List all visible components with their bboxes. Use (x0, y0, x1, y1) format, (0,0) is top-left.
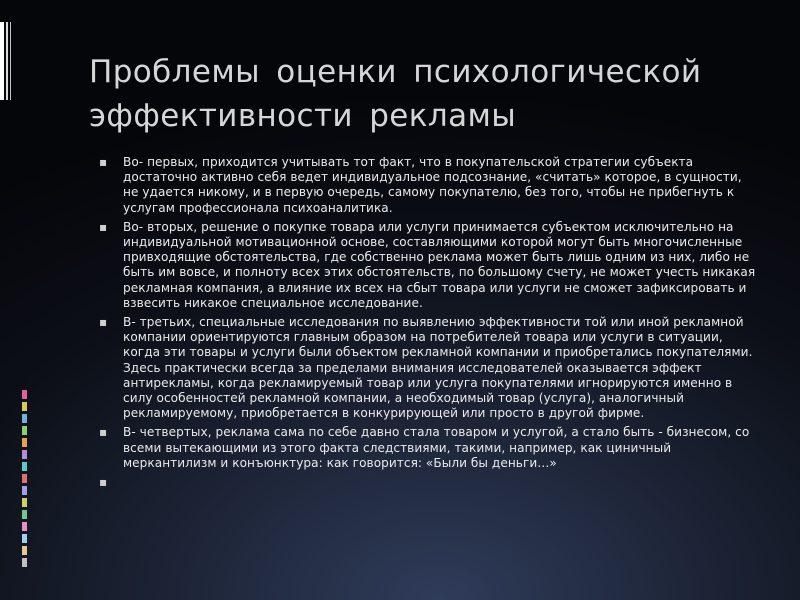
bullet-icon: ▪ (99, 425, 108, 440)
decorative-stripe (22, 438, 27, 447)
bullet-text: Во- первых, приходится учитывать тот факт, что в покупательской стратегии субъекта достаточно активно себя ведет индивидуальное подсознание, «считать» которое, в сущности, не удается никому, и в первую очередь, самому покупателю, без того, чтобы не прибегнуть к услугам профессионала психоаналитика. (123, 155, 742, 215)
decorative-stripe (22, 426, 27, 435)
decorative-stripe (22, 546, 27, 555)
decorative-stripe (22, 522, 27, 531)
bullet-list (99, 155, 759, 490)
bullet-icon: ▪ (99, 315, 108, 330)
decorative-stripe (22, 390, 27, 399)
decorative-stripe (22, 558, 27, 567)
decorative-stripe (22, 486, 27, 495)
decorative-stripe (22, 402, 27, 411)
bullet-text: В- третьих, специальные исследования по выявлению эффективности той или иной рекламной компании ориентируются главным образом на потребителей товара или услуги в ситуации, когда эти товары и услуги были объектом рекламной компании и приобретались покупателями. Здесь практически всегда за пределами внимания исследователей оказывается эффект антирекламы, когда рекламируемый товар или услуга покупателями игнорируются именно в силу особенностей рекламной компании, а необходимый товар (услуга), аналогичный рекламируемому, приобретается в конкурирующей или просто в другой фирме. (123, 315, 753, 421)
decorative-stripe (22, 474, 27, 483)
bullet-text: Во- вторых, решение о покупке товара или услуги принимается субъектом исключительно на индивидуальной мотивационной основе, составляющими которой могут быть многочисленные привходящие обстоятельства, где собственно реклама может быть лишь одним из них, либо не быть им вовсе, и полноту всех этих обстоятельств, по большому счету, не может учесть никакая рекламная компания, а влияние их всех на сбыт товара или услуги не сможет зафиксировать и взвесить никакое специальное исследование. (123, 219, 756, 310)
decorative-bars-top (0, 22, 12, 100)
decorative-bar (0, 22, 4, 100)
bullet-item (99, 155, 759, 216)
slide-title: Проблемы оценки психологической эффективности рекламы (89, 54, 702, 134)
bullet-item (99, 425, 759, 471)
decorative-bar (6, 22, 8, 100)
bullet-item (99, 315, 759, 421)
decorative-stripe (22, 462, 27, 471)
decorative-bar (10, 22, 11, 100)
decorative-stripe (22, 498, 27, 507)
bullet-icon: ▪ (99, 219, 108, 234)
decorative-stripe (22, 534, 27, 543)
decorative-stripe (22, 450, 27, 459)
bullet-icon: ▪ (99, 475, 108, 490)
decorative-stripe (22, 414, 27, 423)
bullet-icon: ▪ (99, 155, 108, 169)
decorative-stripe (22, 510, 27, 519)
decorative-stripes-bottom (22, 390, 27, 580)
bullet-item (99, 220, 759, 311)
bullet-text: В- четвертых, реклама сама по себе давно стала товаром и услугой, а стало быть - бизнесом, со всеми вытекающими из этого факта следствиями, такими, например, как циничный меркантилизм и конъюнктура: как говорится: «Были бы деньги…» (123, 425, 750, 470)
